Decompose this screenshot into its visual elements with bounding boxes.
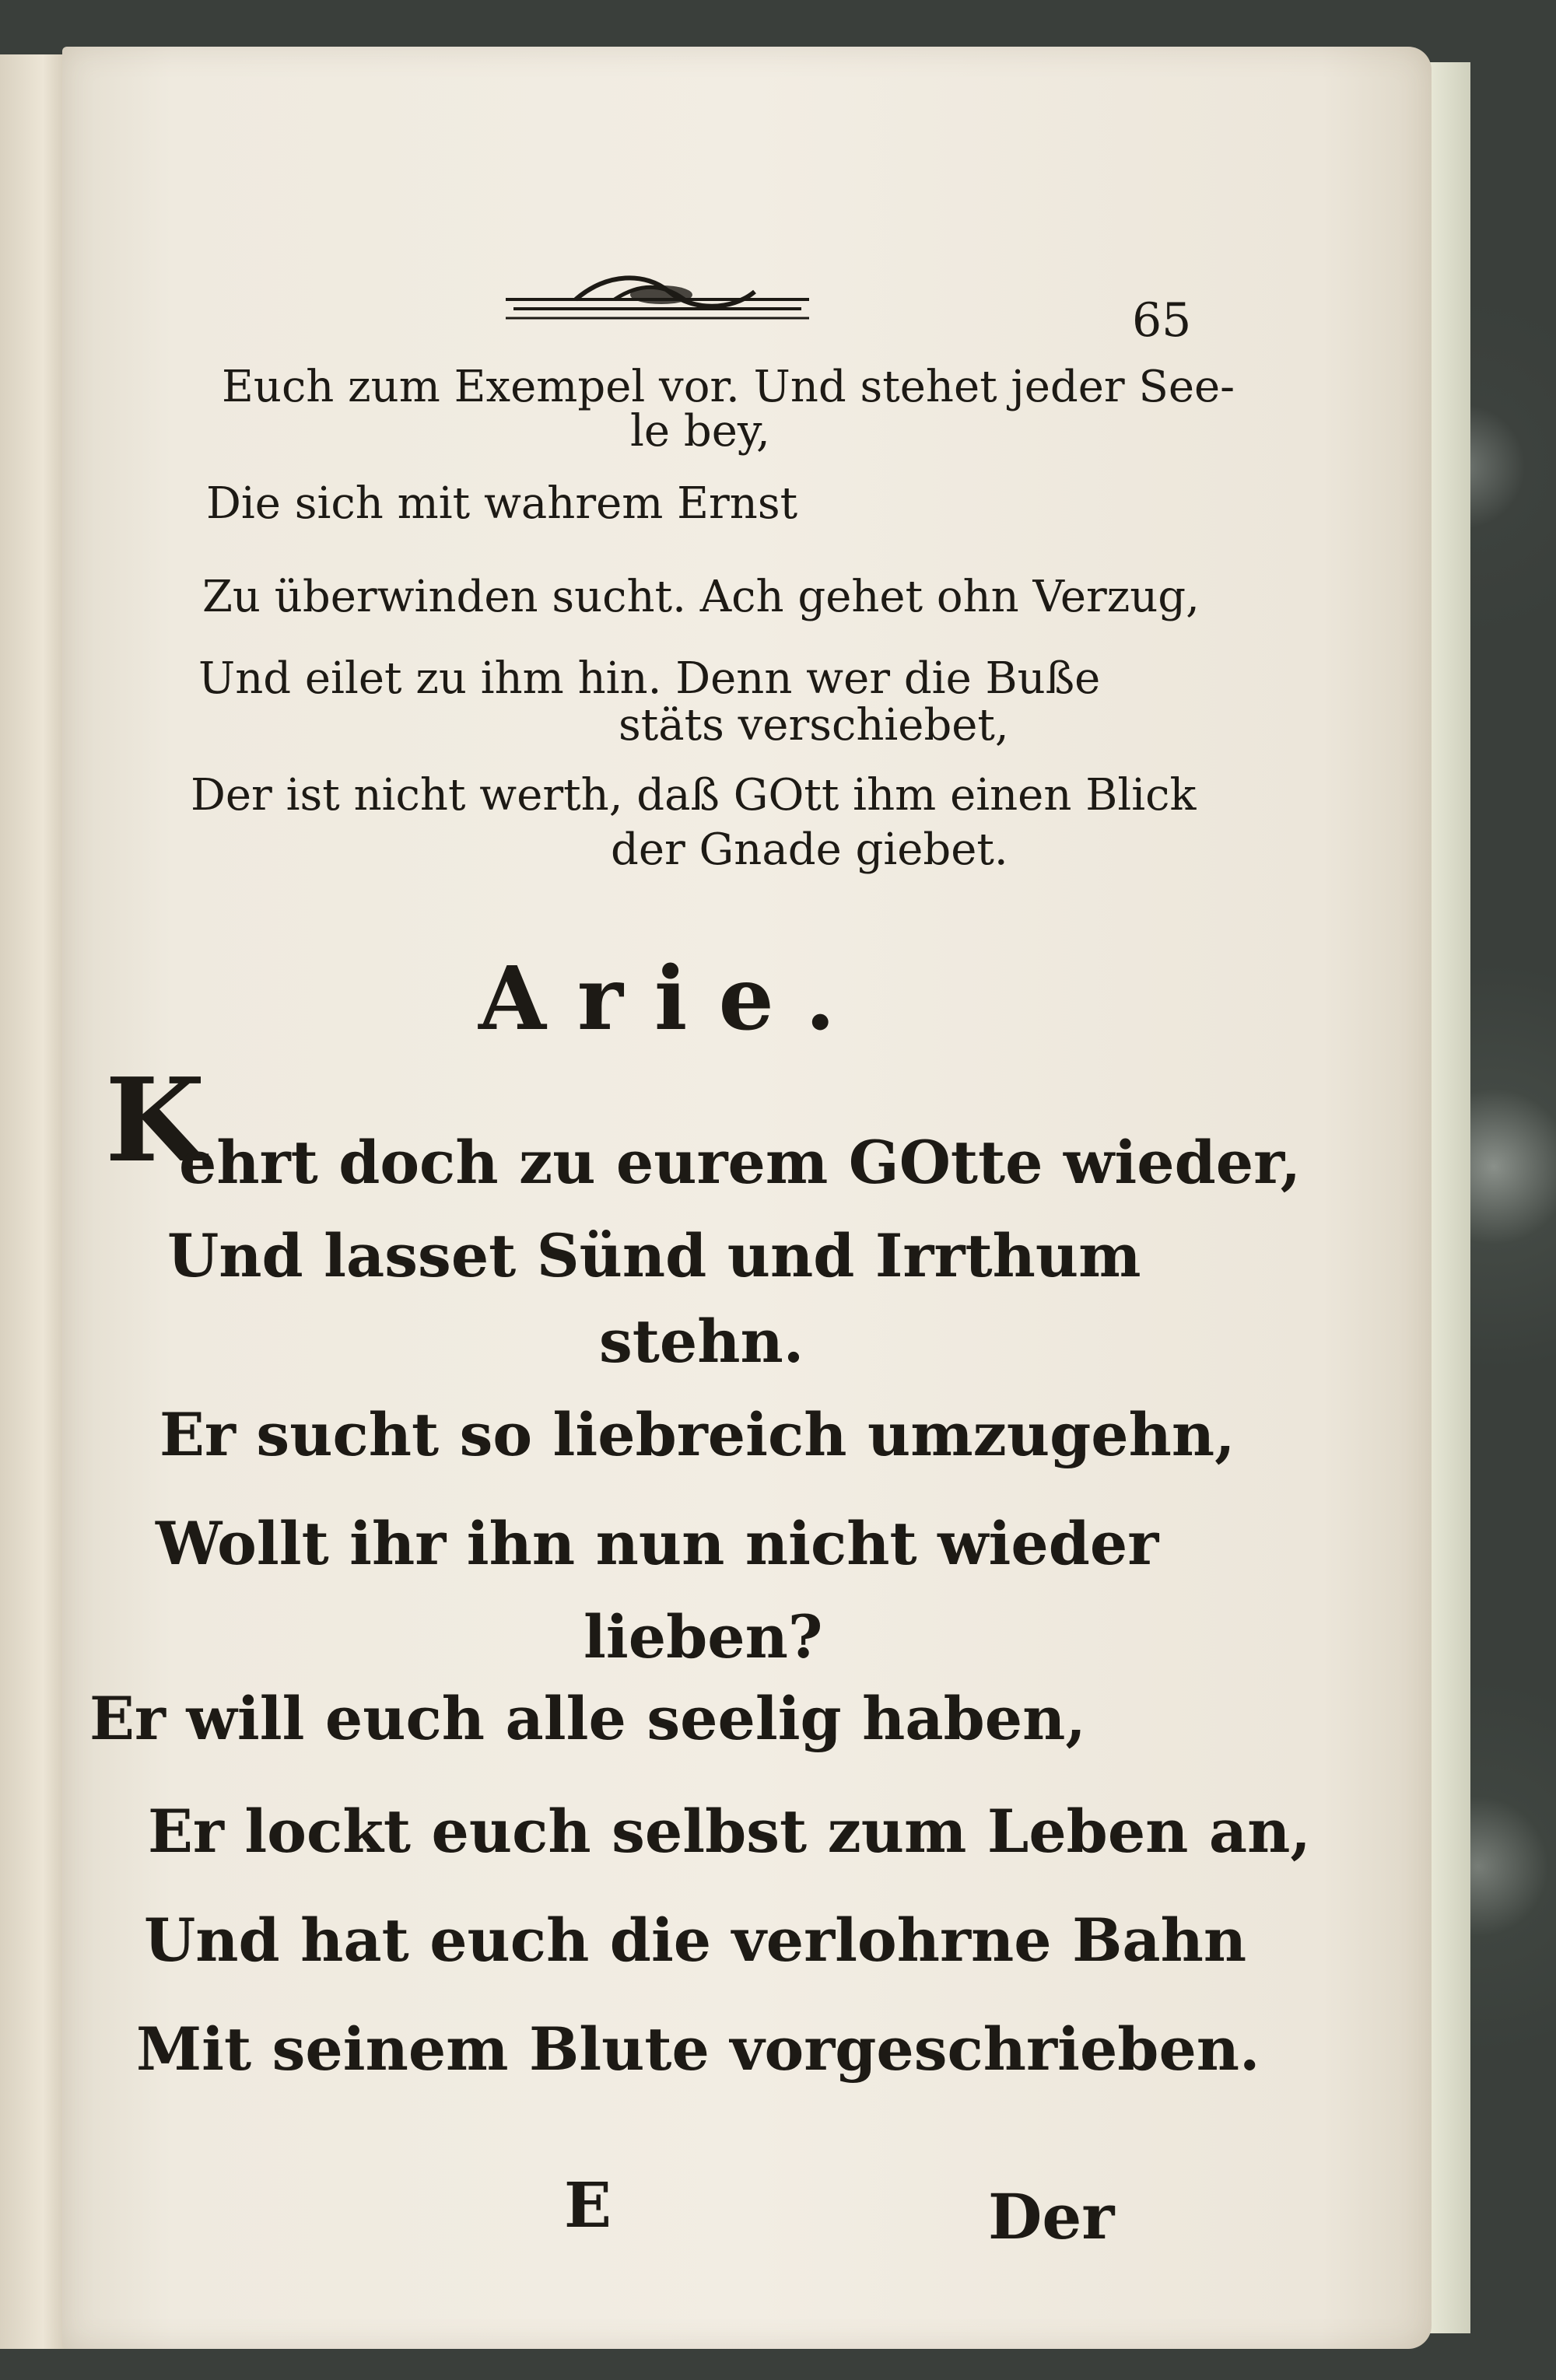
aria-line: Er will euch alle seelig haben,: [89, 1684, 1086, 1753]
recitative-line-cont: der Gnade giebet.: [611, 824, 1008, 875]
recitative-line: Der ist nicht werth, daß GOtt ihm einen Blick: [191, 770, 1197, 821]
aria-line-cont: lieben?: [584, 1602, 823, 1671]
recitative-line-cont: stäts verschiebet,: [619, 700, 1009, 751]
aria-line: Wollt ihr ihn nun nicht wieder: [156, 1509, 1159, 1578]
aria-line: Er sucht so liebreich umzugehn,: [159, 1400, 1235, 1469]
aria-line: Und hat euch die verlohrne Bahn: [144, 1906, 1247, 1975]
recitative-line: Zu überwinden sucht. Ach gehet ohn Verzug,: [202, 572, 1200, 622]
recitative-line: Die sich mit wahrem Ernst: [206, 478, 798, 529]
aria-line: Und lasset Sünd und Irrthum: [167, 1221, 1141, 1290]
catchword: Der: [988, 2180, 1115, 2253]
aria-heading: Arie.: [478, 948, 867, 1050]
page-number: 65: [1132, 293, 1192, 348]
aria-line: Mit seinem Blute vorgeschrieben.: [136, 2014, 1260, 2084]
aria-line: Er lockt euch selbst zum Leben an,: [148, 1797, 1311, 1866]
recitative-line-cont: le bey,: [630, 406, 770, 457]
aria-line-cont: stehn.: [599, 1307, 804, 1376]
signature-mark: E: [564, 2168, 612, 2242]
recitative-line: Euch zum Exempel vor. Und stehet jeder See-: [222, 362, 1235, 412]
recitative-line: Und eilet zu ihm hin. Denn wer die Buße: [198, 653, 1101, 704]
aria-line: ehrt doch zu eurem GOtte wieder,: [179, 1128, 1302, 1197]
headpiece-ornament: [506, 268, 809, 331]
drop-capital: K: [105, 1052, 205, 1188]
